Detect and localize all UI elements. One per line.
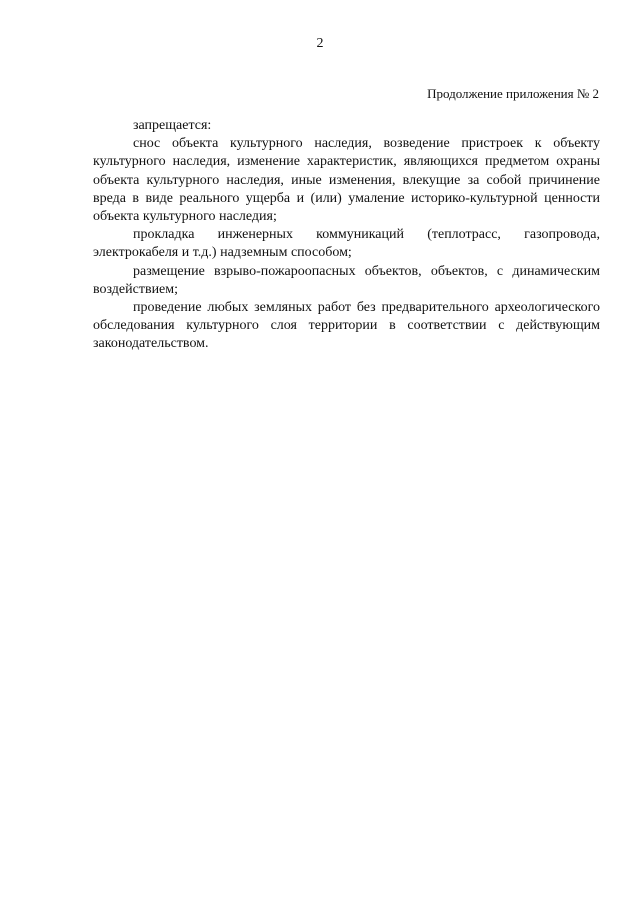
paragraph-utilities: прокладка инженерных коммуникаций (теплотрасс, газопровода, электрокабеля и т.д.) надземным способом; [93, 227, 600, 261]
paragraph-prohibited-intro: запрещается: [133, 118, 212, 133]
paragraph-demolition: снос объекта культурного наследия, возведение пристроек к объекту культурного наследия, изменение характеристик, являющихся предметом охраны объекта культурного наследия, иные изменения, влекущие за собой причинение вреда в виде реального ущерба и (или) умаление историко-культурной ценности объекта культурного наследия; [93, 136, 600, 225]
paragraph-hazardous-objects: размещение взрыво-пожароопасных объектов, объектов, с динамическим воздействием; [93, 263, 600, 297]
page-number: 2 [316, 36, 324, 51]
document-body [93, 117, 600, 354]
appendix-continuation-note: Продолжение приложения № 2 [427, 86, 599, 101]
paragraph-earthworks: проведение любых земляных работ без предварительного археологического обследования культурного слоя территории в соответствии с действующим законодательством. [93, 300, 600, 352]
